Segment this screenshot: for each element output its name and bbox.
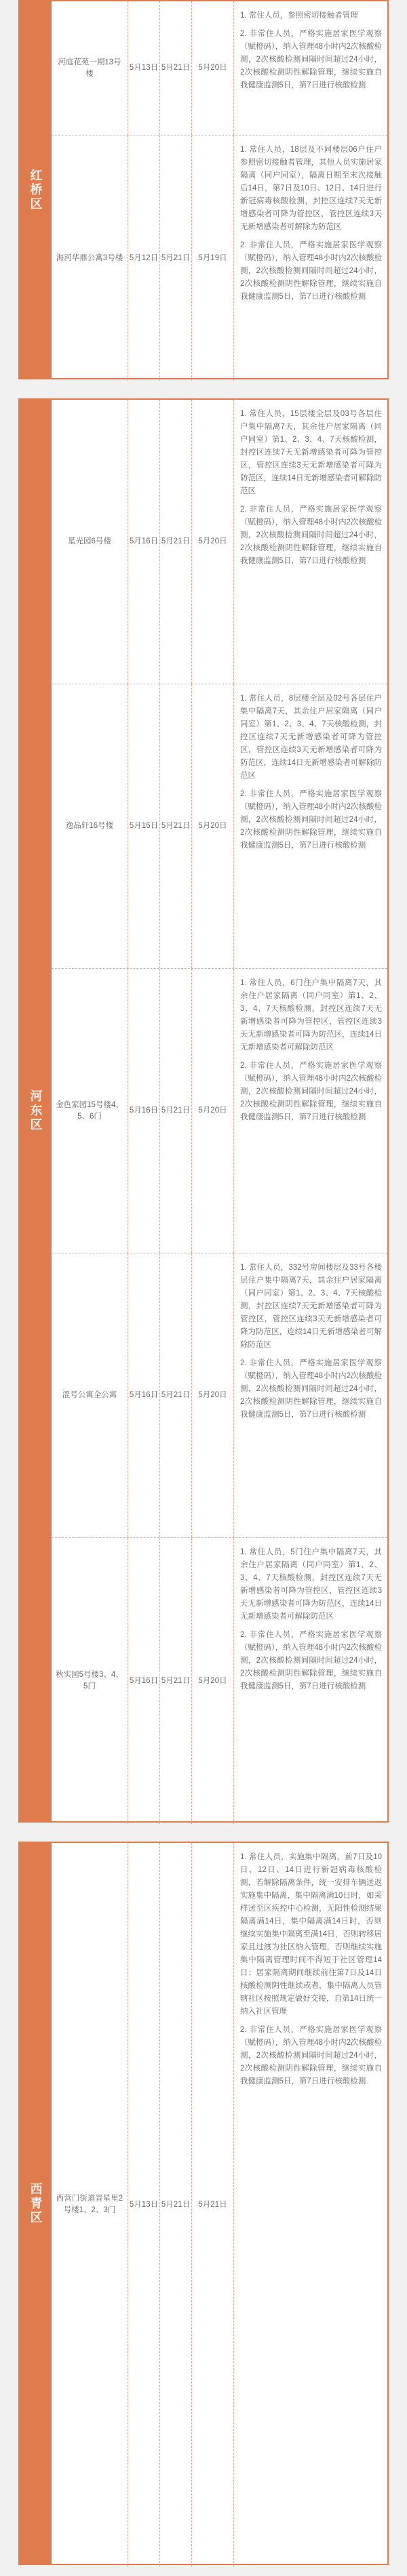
rule-text: 1. 常住人员，18层及不同楼层06户住户参照密切接触者管理，其他人员实施居家隔离（同户同室），隔离日期至末次接触后14日，第7日及10日、12日、14日进行新冠病毒核酸检测，封控区连续7天无新增感染者可降为管控区，管控区连续3天无新增感染者可解除为防范区 [240, 146, 382, 231]
rule-text: 2. 非常住人员，严格实施居家医学观察（赋橙码），纳入管理48小时内2次核酸检测，2次核酸检测间隔时间超过24小时，2次核酸检测阴性解除管理，继续实施自我健康监测5日，第7日进行核酸检测 [240, 1631, 382, 1690]
date-report: 5月21日 [160, 969, 192, 1253]
district-label: 红桥区 [20, 1, 52, 378]
table-row [52, 1843, 387, 2567]
rule-text: 2. 非常住人员，严格实施居家医学观察（赋橙码），纳入管理48小时内2次核酸检测，2次核酸检测间隔时间超过24小时，2次核酸检测阴性解除管理，继续实施自我健康监测5日，第7日进行核酸检测 [240, 505, 382, 565]
site-name: 逸品轩16号楼 [52, 684, 128, 968]
rule-text: 1. 常住人员，6门住户集中隔离7天，其余住户居家隔离（同户同室）第1、2、3、4、7天核酸检测，封控区连续7天无新增感染者可降为管控区，管控区连续3天无新增感染者可降为防范区，连续14日无新增感染者可解除防范区 [240, 979, 382, 1052]
date-start: 5月12日 [128, 136, 160, 381]
date-end: 5月20日 [192, 1538, 234, 1824]
site-name: 金色家园15号楼4、5、6门 [52, 969, 128, 1253]
date-start: 5月16日 [128, 400, 160, 684]
date-report: 5月21日 [160, 1253, 192, 1537]
date-start: 5月13日 [128, 1843, 160, 2567]
rule-text: 2. 非常住人员，严格实施居家医学观察（赋橙码），纳入管理48小时内2次核酸检测，2次核酸检测间隔时间超过24小时，2次核酸检测阴性解除管理，继续实施自我健康监测5日，第7日进行核酸检测 [240, 1359, 382, 1419]
date-report: 5月21日 [160, 1, 192, 135]
date-end: 5月20日 [192, 1253, 234, 1537]
site-name: 星光园6号楼 [52, 400, 128, 684]
site-name: 河庭花苑一期13号楼 [52, 1, 128, 135]
table-row [52, 969, 387, 1253]
date-start: 5月16日 [128, 684, 160, 968]
control-rules [234, 684, 387, 968]
control-rules [234, 1253, 387, 1537]
rule-text: 1. 常住人员，实施集中隔离，前7日及10日、12日、14日进行新冠病毒核酸检测，若解除隔离条件，统一安排车辆送返实施集中隔离，集中隔离满10日时，如采样送至区疾控中心检测，无阳性检测结果隔离满14日，集中隔离满14日时，否则继续实施集中隔离至满14日，否则转移居家且过渡为社区纳入管理，否则继续实施集中隔离管理时间不得短于社区管理14日；居家隔离期间继续前往第7日及14日核酸检测阴性继续或者，集中隔离人员管辖社区按照规定做好交接，自第14日统一纳入社区管理 [240, 1853, 382, 2016]
rule-text: 2. 非常住人员，严格实施居家医学观察（赋橙码），纳入管理48小时内2次核酸检测，2次核酸检测间隔时间超过24小时，2次核酸检测阴性解除管理，继续实施自我健康监测5日，第7日进行核酸检测 [240, 241, 382, 301]
rule-text: 2. 非常住人员，严格实施居家医学观察（赋橙码），纳入管理48小时内2次核酸检测，2次核酸检测间隔时间超过24小时，2次核酸检测阴性解除管理，继续实施自我健康监测5日，第7日进行核酸检测 [240, 30, 382, 89]
control-rules [234, 136, 387, 381]
site-name: 涩号公寓全公寓 [52, 1253, 128, 1537]
rule-text: 1. 常住人员，8层楼全层及02号各层住户集中隔离7天，其余住户居家隔离（同户同室）第1、2、3、4、7天核酸检测，封控区连续7天无新增感染者可降为管控区，管控区连续3天无新增感染者可降为防范区，连续14日无新增感染者可解除防范区 [240, 694, 382, 780]
rule-text: 1. 常住人员，332号房间楼层及33号各楼层住户集中隔离7天，其余住户居家隔离（同户同室）第1、2、3、4、7天核酸检测，封控区连续7天无新增感染者可降为管控区，管控区连续3天无新增感染者可降为防范区，连续14日无新增感染者可解除防范区 [240, 1264, 382, 1349]
rule-text: 2. 非常住人员，严格实施居家医学观察（赋橙码），纳入管理48小时内2次核酸检测，2次核酸检测间隔时间超过24小时，2次核酸检测阴性解除管理，继续实施自我健康监测5日，第7日进行核酸检测 [240, 790, 382, 850]
district-section-xiqing [18, 1842, 389, 2565]
date-end: 5月20日 [192, 969, 234, 1253]
table-row [52, 1, 387, 136]
district-label: 西青区 [20, 1843, 52, 2564]
site-name: 秋实园5号楼3、4、5门 [52, 1538, 128, 1824]
rule-text: 2. 非常住人员，严格实施居家医学观察（赋橙码），纳入管理48小时内2次核酸检测，2次核酸检测间隔时间超过24小时，2次核酸检测阴性解除管理，继续实施自我健康监测5日，第7日进行核酸检测 [240, 2026, 382, 2085]
date-report: 5月21日 [160, 400, 192, 684]
date-end: 5月21日 [192, 1843, 234, 2567]
control-rules [234, 1843, 387, 2567]
date-start: 5月16日 [128, 969, 160, 1253]
date-end: 5月19日 [192, 136, 234, 381]
date-end: 5月20日 [192, 684, 234, 968]
table-row [52, 136, 387, 381]
date-report: 5月21日 [160, 684, 192, 968]
date-start: 5月13日 [128, 1, 160, 135]
date-end: 5月20日 [192, 1, 234, 135]
rule-text: 2. 非常住人员，严格实施居家医学观察（赋橙码），纳入管理48小时内2次核酸检测，2次核酸检测间隔时间超过24小时，2次核酸检测阴性解除管理，继续实施自我健康监测5日，第7日进行核酸检测 [240, 1062, 382, 1121]
district-section-hongqiao [18, 0, 389, 379]
date-report: 5月21日 [160, 1538, 192, 1824]
table-row [52, 400, 387, 684]
date-report: 5月21日 [160, 1843, 192, 2567]
control-rules [234, 1538, 387, 1824]
table-row [52, 1538, 387, 1824]
site-name: 海河华鼎公寓3号楼 [52, 136, 128, 381]
rule-text: 1. 常住人员，参照密切接触者管理 [240, 12, 358, 20]
rule-text: 1. 常住人员，15层楼全层及03号各层住户集中隔离7天，其余住户居家隔离（同户同室）第1、2、3、4、7天核酸检测，封控区连续7天无新增感染者可降为管控区，管控区连续3天无新增感染者可降为防范区，连续14日无新增感染者可解除防范区 [240, 410, 382, 495]
date-start: 5月16日 [128, 1253, 160, 1537]
date-start: 5月16日 [128, 1538, 160, 1824]
site-name: 西营门街道晋星里2号楼1、2、3门 [52, 1843, 128, 2567]
district-section-hedong [18, 398, 389, 1823]
date-end: 5月20日 [192, 400, 234, 684]
table-row [52, 684, 387, 969]
table-row [52, 1253, 387, 1538]
control-rules [234, 969, 387, 1253]
rule-text: 1. 常住人员，5门住户集中隔离7天，其余住户居家隔离（同户同室）第1、2、3、4、7天核酸检测，封控区连续7天无新增感染者可降为管控区，管控区连续3天无新增感染者可降为防范区，连续14日无新增感染者可解除防范区 [240, 1548, 382, 1621]
control-rules [234, 1, 387, 135]
date-report: 5月21日 [160, 136, 192, 381]
district-label: 河东区 [20, 400, 52, 1821]
control-rules [234, 400, 387, 684]
